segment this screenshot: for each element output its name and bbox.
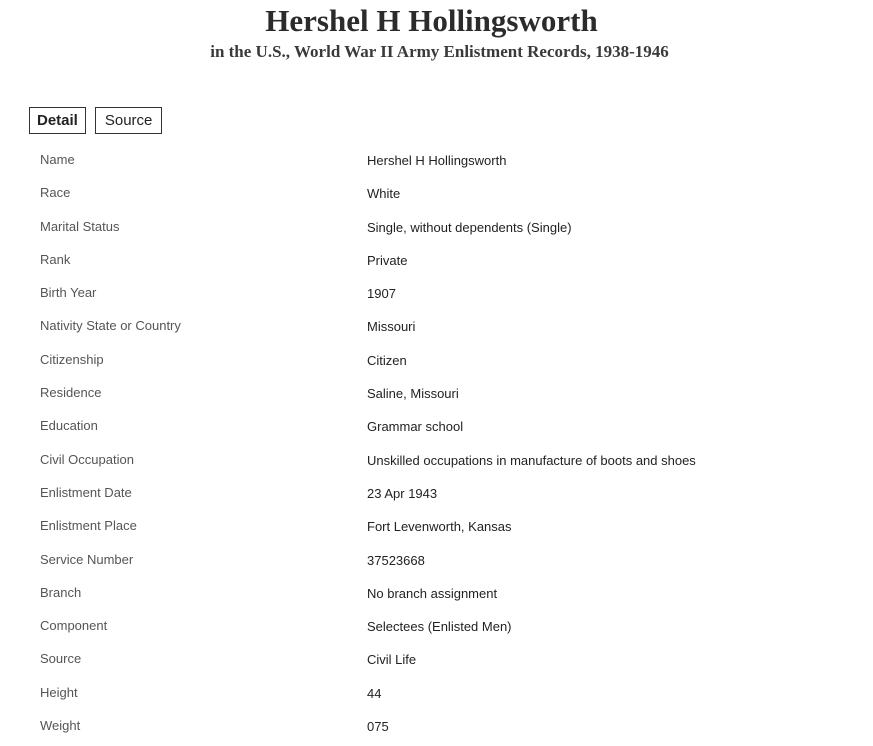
- field-value: Single, without dependents (Single): [367, 219, 572, 235]
- detail-row-education: [0, 409, 873, 442]
- field-value: White: [367, 186, 401, 202]
- field-label: Rank: [40, 251, 71, 267]
- field-value: 1907: [367, 286, 396, 302]
- detail-row-rank: [0, 243, 873, 276]
- detail-row-enlistment-date: [0, 476, 873, 509]
- field-value: Civil Life: [367, 652, 417, 668]
- detail-row-civil-occupation: [0, 443, 873, 476]
- detail-row-race: [0, 176, 873, 209]
- collection-subtitle: in the U.S., World War II Army Enlistment Records, 1938-1946: [210, 42, 669, 61]
- tab-source[interactable]: Source: [95, 107, 163, 134]
- field-label: Nativity State or Country: [40, 318, 181, 334]
- detail-row-name: [0, 143, 873, 176]
- field-value: 075: [367, 719, 389, 735]
- field-value: Private: [367, 252, 408, 268]
- field-label: Weight: [40, 718, 81, 734]
- field-label: Branch: [40, 584, 82, 600]
- detail-row-marital-status: [0, 210, 873, 243]
- field-value: Unskilled occupations in manufacture of boots and shoes: [367, 452, 696, 468]
- field-label: Component: [40, 618, 108, 634]
- field-label: Civil Occupation: [40, 451, 134, 467]
- detail-row-service-number: [0, 543, 873, 576]
- tab-detail[interactable]: Detail: [29, 107, 86, 134]
- record-tabs: [29, 107, 162, 134]
- detail-row-branch: [0, 576, 873, 609]
- field-value: 44: [367, 685, 382, 701]
- field-value: No branch assignment: [367, 585, 498, 601]
- detail-row-weight: [0, 709, 873, 742]
- field-label: Service Number: [40, 551, 134, 567]
- detail-row-component: [0, 609, 873, 642]
- field-value: Hershel H Hollingsworth: [367, 153, 507, 168]
- field-value: Saline, Missouri: [367, 386, 459, 402]
- field-label: Height: [40, 684, 78, 700]
- field-label: Birth Year: [40, 285, 97, 301]
- field-value: Citizen: [367, 352, 407, 368]
- field-label: Name: [40, 152, 75, 167]
- field-label: Education: [40, 418, 98, 434]
- field-label: Enlistment Place: [40, 518, 137, 534]
- detail-row-enlistment-place: [0, 509, 873, 542]
- field-value: Fort Levenworth, Kansas: [367, 519, 512, 535]
- field-label: Marital Status: [40, 218, 120, 234]
- field-value: Grammar school: [367, 419, 464, 435]
- field-label: Source: [40, 651, 82, 667]
- detail-row-citizenship: [0, 343, 873, 376]
- detail-row-height: [0, 676, 873, 709]
- field-label: Citizenship: [40, 351, 104, 367]
- record-details-table: [0, 143, 873, 742]
- field-value: 37523668: [367, 552, 425, 568]
- detail-row-residence: [0, 376, 873, 409]
- field-value: 23 Apr 1943: [367, 485, 438, 501]
- detail-row-source: [0, 642, 873, 675]
- page-title: Hershel H Hollingsworth: [265, 3, 598, 38]
- field-label: Enlistment Date: [40, 484, 132, 500]
- field-value: Selectees (Enlisted Men): [367, 619, 512, 635]
- field-value: Missouri: [367, 319, 416, 335]
- detail-row-birth-year: [0, 276, 873, 309]
- detail-row-nativity: [0, 309, 873, 342]
- field-label: Race: [40, 185, 71, 201]
- field-label: Residence: [40, 385, 102, 401]
